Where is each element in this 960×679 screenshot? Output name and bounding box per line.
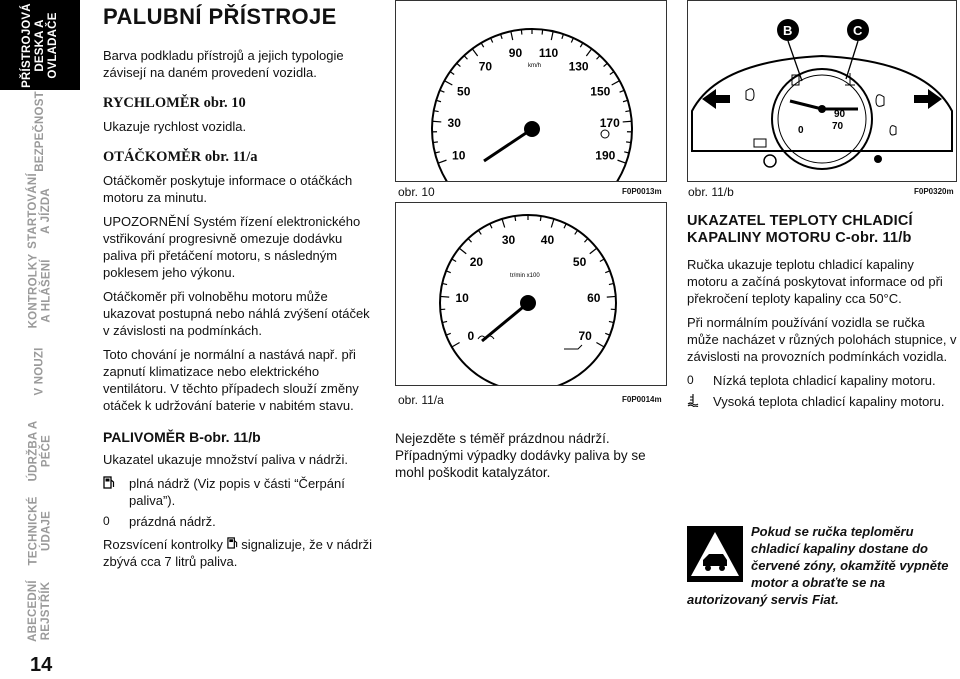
warning-box — [687, 523, 957, 608]
gauge-tick — [450, 72, 454, 75]
tab-technicke-udaje[interactable] — [0, 492, 80, 570]
cluster-code: F0P0320m — [914, 187, 954, 196]
gauge-tick — [571, 38, 573, 43]
coolant-text-1: Ručka ukazuje teplotu chladicí kapaliny motoru a začíná poskytovat informace od při překročení teploty kapaliny cca 50°C. — [687, 257, 943, 306]
gauge-tick — [501, 34, 503, 39]
cluster-figure — [687, 0, 957, 199]
gauge-tick — [444, 81, 452, 85]
text-column-1 — [103, 4, 375, 577]
tab-label-line: OVLADAČE — [46, 11, 59, 79]
gauge-tick-label: 130 — [568, 59, 589, 74]
tab-label-line: V NOUZI — [33, 346, 46, 396]
speedometer-text: Ukazuje rychlost vozidla. — [103, 119, 247, 134]
speedometer-drawing — [396, 1, 666, 181]
tachometer-code: F0P0014m — [622, 395, 662, 404]
fuel-note-before: Rozsvícení kontrolky — [103, 537, 223, 552]
gauge-tick — [433, 142, 438, 143]
gauge-tick — [432, 121, 441, 122]
speedometer-caption: obr. 10 — [398, 185, 435, 199]
gauge-tick-label: 10 — [455, 291, 469, 306]
temp-tick-70: 70 — [832, 121, 844, 132]
list-item — [687, 372, 957, 389]
tab-kontrolky[interactable] — [0, 252, 80, 330]
rpm-unit-label: tr/min x100 — [510, 273, 540, 279]
gauge-tick — [440, 296, 449, 297]
vehicle-warning-icon — [687, 526, 743, 582]
gauge-tick — [580, 43, 583, 47]
tab-label-line: BEZPEČNOST — [33, 90, 46, 172]
text-column-2 — [395, 430, 667, 488]
fuel-pump-icon — [103, 475, 129, 509]
gauge-tick — [575, 230, 578, 234]
gauge-tick-label: 50 — [572, 254, 587, 269]
tab-label-line: ÚDRŽBA A — [26, 420, 39, 482]
tab-v-nouzi[interactable] — [0, 332, 80, 410]
battery-icon — [754, 139, 766, 147]
gauge-tick-label: 10 — [452, 148, 466, 163]
gauge-tick — [610, 72, 614, 75]
tab-pristrojova-deska[interactable] — [0, 0, 80, 90]
page-title: PALUBNÍ PŘÍSTROJE — [103, 4, 337, 29]
intro-text: Barva podkladu přístrojů a jejich typologie závisejí na daném provedení vozidla. — [103, 48, 344, 80]
gauge-tick — [472, 49, 477, 56]
gauge-tick — [620, 90, 625, 92]
gauge-tick — [618, 160, 626, 163]
speedometer-heading: RYCHLOMĚR obr. 10 — [103, 95, 246, 111]
gauge-tick-label: 20 — [469, 254, 484, 269]
gauge-tick — [436, 100, 441, 101]
gauge-tick — [468, 238, 471, 242]
tachometer-drawing — [396, 203, 666, 385]
zero-icon: 0 — [103, 514, 110, 528]
gauge-tick — [551, 31, 553, 40]
callout-c: C — [853, 23, 863, 38]
gauge-tick — [586, 49, 591, 56]
speed-unit-label: km/h — [528, 63, 542, 69]
tachometer-text-4: Toto chování je normální a nastává např. při zapnutí klimatizace nebo elektrického ventilátoru. V těchto případech slouží změny otáček k udržování baterie v nabitém stavu. — [103, 347, 359, 413]
list-item — [103, 475, 375, 509]
gauge-tick-label: 50 — [457, 84, 471, 99]
gauge-tick — [607, 296, 616, 297]
warning-text: Pokud se ručka teploměru chladicí kapaliny dostane do červené zóny, okamžitě vypněte motor a obraťte se na autorizovaný servis Fiat. — [687, 524, 949, 607]
speedometer-code: F0P0013m — [622, 187, 662, 196]
tab-label-line: REJSTŘÍK — [39, 581, 52, 641]
gauge-tick-label: 110 — [538, 45, 559, 60]
tab-abecedni-rejstrik[interactable] — [0, 572, 80, 650]
fuel-warning-text: Nejezděte s téměř prázdnou nádrží. Případnými výpadky dodávky paliva by se mohl poškodit katalyzátor. — [395, 431, 646, 480]
gauge-tick — [623, 100, 628, 101]
tachometer-text-2: UPOZORNĚNÍ Systém řízení elektronického vstřikování progresivně omezuje dodávku paliva při přetáčení motoru, s následným poklesem jeho výkonu. — [103, 214, 361, 280]
list-item — [687, 393, 957, 412]
fuel-note-after: signalizuje, že v nádrži zbývá cca 7 litrů paliva. — [103, 537, 372, 569]
gauge-tick — [605, 333, 610, 335]
tab-label-line: ABECEDNÍ — [26, 580, 39, 642]
tab-udrzba[interactable] — [0, 412, 80, 490]
tachometer-text-3: Otáčkoměr při volnoběhu motoru může ukazovat postupná nebo náhlá zvýšení otáček v závislosti na podmínkách. — [103, 289, 370, 338]
callout-b: B — [783, 23, 793, 38]
coolant-heading: UKAZATEL TEPLOTY CHLADICÍ KAPALINY MOTORU C-obr. 11/b — [687, 213, 913, 246]
tab-startovani[interactable] — [0, 172, 80, 250]
gauge-tick — [597, 56, 600, 60]
gauge-tick — [457, 63, 461, 66]
tab-label-line: PÉČE — [39, 434, 52, 468]
rear-fog-icon — [890, 126, 896, 135]
gauge-tick — [459, 248, 466, 254]
gauge-tick — [605, 271, 610, 273]
gauge-tick-label: 70 — [578, 329, 592, 343]
tab-label-line: A JÍZDA — [39, 188, 52, 234]
gauge-tick — [590, 248, 597, 254]
fuel-full-text: plná nádrž (Viz popis v části “Čerpání paliva”). — [129, 476, 345, 508]
gauge-tick — [551, 219, 554, 228]
tachometer-figure — [395, 202, 667, 407]
gauge-tick — [478, 230, 481, 234]
gauge-tick — [604, 63, 608, 66]
gauge-tick — [540, 216, 541, 221]
gauge-tick — [623, 121, 632, 122]
fuel-warning-light-icon — [227, 537, 238, 552]
gauge-tick-label: 150 — [590, 84, 611, 99]
chapter-sidebar — [0, 0, 80, 679]
gauge-tick — [452, 343, 460, 348]
oil-pressure-icon — [564, 345, 582, 349]
speedometer-figure — [395, 0, 667, 199]
tab-label-line: DESKA A — [33, 18, 46, 72]
fog-light-icon — [876, 95, 884, 107]
coolant-low-text: Nízká teplota chladicí kapaliny motoru. — [713, 373, 936, 388]
cluster-caption: obr. 11/b — [688, 185, 734, 199]
gauge-tick — [562, 34, 564, 39]
low-beam-icon — [746, 89, 754, 101]
coolant-temp-icon — [687, 393, 713, 412]
gauge-tick-label: 30 — [501, 232, 516, 247]
fuel-gauge-text: Ukazatel ukazuje množství paliva v nádrži. — [103, 452, 348, 467]
fuel-empty-text: prázdná nádrž. — [129, 514, 216, 529]
tachometer-text-1: Otáčkoměr poskytuje informace o otáčkách motoru za minutu. — [103, 173, 353, 205]
fuel-gauge-heading: PALIVOMĚR B-obr. 11/b — [103, 429, 261, 445]
tab-bezpecnost[interactable] — [0, 92, 80, 170]
gauge-tick-label: 40 — [540, 232, 555, 247]
seatbelt-icon — [874, 155, 882, 163]
tab-label-line: STARTOVÁNÍ — [26, 173, 39, 249]
gauge-tick — [584, 238, 587, 242]
temp-tick-90: 90 — [834, 109, 846, 120]
brake-warning-icon — [601, 130, 609, 138]
gauge-tick — [446, 271, 451, 273]
gauge-tick — [521, 30, 522, 35]
fuel-zero-tick: 0 — [798, 125, 804, 136]
list-item — [103, 513, 375, 530]
parking-brake-icon — [764, 155, 776, 167]
gauge-tick — [491, 38, 493, 43]
gauge-tick — [464, 56, 467, 60]
gauge-tick — [502, 219, 505, 228]
gauge-tick — [438, 160, 446, 163]
gauge-tick-label: 90 — [508, 45, 523, 60]
gauge-tick-label: 190 — [595, 148, 616, 163]
tab-label-line: ÚDAJE — [39, 511, 52, 551]
gauge-tick-label: 0 — [467, 329, 475, 343]
gauge-tick — [626, 142, 631, 143]
gauge-tick — [481, 43, 484, 47]
gauge-tick-label: 30 — [447, 115, 461, 130]
coolant-text-2: Při normálním používání vozidla se ručka může nacházet v různých polohách stupnice, v závislosti na provozních podmínkách vozidla. — [687, 315, 957, 364]
gauge-tick — [440, 90, 445, 92]
text-column-3 — [687, 213, 957, 416]
gauge-tick — [542, 30, 543, 35]
gauge-tick — [511, 31, 513, 40]
gauge-tick — [452, 259, 456, 262]
tachometer-heading: OTÁČKOMĚR obr. 11/a — [103, 149, 258, 165]
tab-label-line: TECHNICKÉ — [26, 496, 39, 566]
gauge-tick-label: 70 — [478, 59, 493, 74]
fuel-warning-note — [103, 536, 375, 570]
gauge-tick — [490, 224, 492, 229]
gauge-tick — [596, 343, 604, 348]
tab-label-line: KONTROLKY — [26, 253, 39, 329]
gauge-tick — [564, 224, 566, 229]
tachometer-caption: obr. 11/a — [398, 393, 444, 407]
zero-icon: 0 — [687, 373, 694, 387]
gauge-tick-label: 60 — [587, 291, 601, 306]
gauge-tick — [600, 259, 604, 262]
gauge-tick — [612, 81, 620, 85]
gauge-tick-label: 170 — [599, 115, 620, 130]
gauge-tick — [515, 216, 516, 221]
page-number: 14 — [30, 654, 53, 676]
gauge-tick — [446, 333, 451, 335]
tab-label-line: PŘÍSTROJOVÁ — [20, 2, 33, 88]
cluster-drawing — [688, 1, 956, 181]
coolant-high-text: Vysoká teplota chladicí kapaliny motoru. — [713, 394, 945, 409]
tab-label-line: A HLÁŠENÍ — [39, 259, 52, 323]
